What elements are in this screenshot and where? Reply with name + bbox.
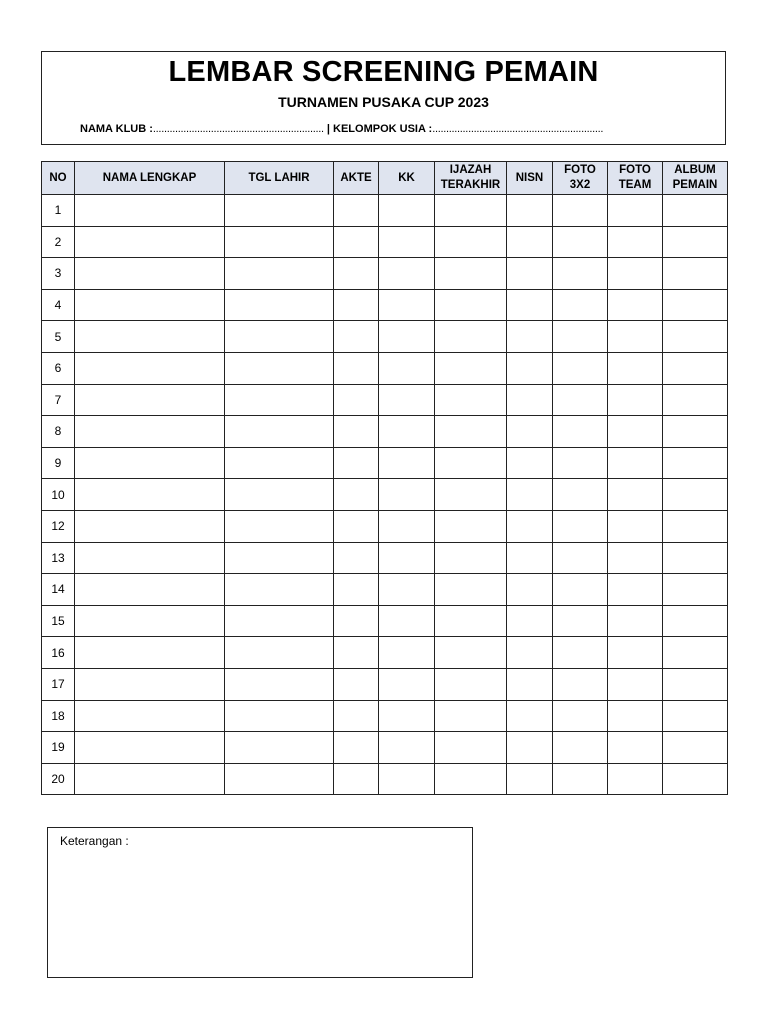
cell-kk[interactable] (379, 447, 435, 479)
cell-album[interactable] (663, 289, 728, 321)
cell-album[interactable] (663, 226, 728, 258)
cell-akte[interactable] (334, 416, 379, 448)
cell-kk[interactable] (379, 226, 435, 258)
cell-nisn[interactable] (507, 195, 553, 227)
age-group-label: KELOMPOK USIA : (333, 123, 433, 135)
cell-nisn[interactable] (507, 352, 553, 384)
cell-fototeam[interactable] (608, 542, 663, 574)
table-row (42, 447, 728, 479)
cell-ijazah[interactable] (435, 732, 507, 764)
cell-ijazah[interactable] (435, 289, 507, 321)
cell-nama[interactable] (75, 605, 225, 637)
cell-foto3x2[interactable] (553, 510, 608, 542)
cell-akte[interactable] (334, 668, 379, 700)
notes-label: Keterangan : (60, 834, 129, 848)
cell-akte[interactable] (334, 510, 379, 542)
cell-nisn[interactable] (507, 321, 553, 353)
column-header-nama (75, 162, 225, 195)
column-header-akte (334, 162, 379, 195)
cell-ijazah[interactable] (435, 763, 507, 795)
cell-kk[interactable] (379, 605, 435, 637)
cell-ijazah[interactable] (435, 416, 507, 448)
cell-akte[interactable] (334, 637, 379, 669)
table-row (42, 763, 728, 795)
cell-nisn[interactable] (507, 542, 553, 574)
header-box (41, 51, 726, 145)
cell-kk[interactable] (379, 510, 435, 542)
cell-album[interactable] (663, 668, 728, 700)
column-header-text: 3X2 (569, 179, 591, 191)
cell-ijazah[interactable] (435, 700, 507, 732)
separator: | (323, 123, 334, 135)
cell-nama[interactable] (75, 574, 225, 606)
cell-ijazah[interactable] (435, 542, 507, 574)
column-header-foto3x2 (553, 162, 608, 195)
table-row (42, 416, 728, 448)
cell-foto3x2[interactable] (553, 447, 608, 479)
cell-fototeam[interactable] (608, 732, 663, 764)
cell-nama[interactable] (75, 732, 225, 764)
cell-foto3x2[interactable] (553, 352, 608, 384)
cell-album[interactable] (663, 574, 728, 606)
column-header-nisn (507, 162, 553, 195)
column-header-text: FOTO (564, 164, 596, 176)
cell-album[interactable] (663, 732, 728, 764)
cell-kk[interactable] (379, 384, 435, 416)
cell-nisn[interactable] (507, 258, 553, 290)
cell-nisn[interactable] (507, 289, 553, 321)
cell-kk[interactable] (379, 352, 435, 384)
row-number-cell: 6 (42, 352, 75, 384)
cell-tgl[interactable] (225, 700, 334, 732)
cell-foto3x2[interactable] (553, 384, 608, 416)
cell-foto3x2[interactable] (553, 574, 608, 606)
cell-tgl[interactable] (225, 258, 334, 290)
cell-tgl[interactable] (225, 289, 334, 321)
table-row (42, 637, 728, 669)
cell-akte[interactable] (334, 289, 379, 321)
cell-kk[interactable] (379, 637, 435, 669)
cell-foto3x2[interactable] (553, 668, 608, 700)
column-header-text: AKTE (340, 171, 372, 184)
cell-ijazah[interactable] (435, 605, 507, 637)
cell-akte[interactable] (334, 226, 379, 258)
column-header-text: TEAM (618, 179, 652, 191)
table-row (42, 226, 728, 258)
cell-nama[interactable] (75, 479, 225, 511)
cell-nama[interactable] (75, 700, 225, 732)
row-number-cell: 14 (42, 574, 75, 606)
cell-foto3x2[interactable] (553, 637, 608, 669)
cell-ijazah[interactable] (435, 226, 507, 258)
cell-fototeam[interactable] (608, 763, 663, 795)
table-row (42, 542, 728, 574)
cell-album[interactable] (663, 258, 728, 290)
column-header-text: NISN (515, 171, 544, 184)
column-header-text: KK (398, 171, 415, 184)
cell-kk[interactable] (379, 289, 435, 321)
table-row (42, 668, 728, 700)
cell-akte[interactable] (334, 321, 379, 353)
cell-kk[interactable] (379, 416, 435, 448)
cell-kk[interactable] (379, 321, 435, 353)
column-header-text: TERAKHIR (440, 179, 501, 191)
cell-nama[interactable] (75, 384, 225, 416)
cell-kk[interactable] (379, 668, 435, 700)
cell-nisn[interactable] (507, 637, 553, 669)
table-row (42, 352, 728, 384)
cell-fototeam[interactable] (608, 226, 663, 258)
column-header-ijazah (435, 162, 507, 195)
cell-album[interactable] (663, 195, 728, 227)
table-row (42, 574, 728, 606)
cell-nama[interactable] (75, 447, 225, 479)
cell-foto3x2[interactable] (553, 226, 608, 258)
cell-tgl[interactable] (225, 321, 334, 353)
cell-fototeam[interactable] (608, 605, 663, 637)
cell-akte[interactable] (334, 479, 379, 511)
row-number-cell: 4 (42, 289, 75, 321)
cell-ijazah[interactable] (435, 510, 507, 542)
age-group-field[interactable]: .............................................................. (432, 123, 604, 135)
table-row (42, 195, 728, 227)
cell-nama[interactable] (75, 195, 225, 227)
cell-tgl[interactable] (225, 542, 334, 574)
column-header-kk (379, 162, 435, 195)
table-row (42, 605, 728, 637)
row-number-cell: 3 (42, 258, 75, 290)
cell-nama[interactable] (75, 668, 225, 700)
cell-kk[interactable] (379, 258, 435, 290)
cell-foto3x2[interactable] (553, 416, 608, 448)
table-row (42, 384, 728, 416)
cell-nama[interactable] (75, 258, 225, 290)
cell-akte[interactable] (334, 542, 379, 574)
cell-tgl[interactable] (225, 605, 334, 637)
cell-nama[interactable] (75, 289, 225, 321)
column-header-text: TGL LAHIR (248, 171, 310, 184)
column-header-tgl (225, 162, 334, 195)
club-field[interactable]: .............................................................. (152, 123, 324, 135)
cell-kk[interactable] (379, 479, 435, 511)
cell-tgl[interactable] (225, 226, 334, 258)
cell-nisn[interactable] (507, 416, 553, 448)
cell-album[interactable] (663, 479, 728, 511)
cell-nama[interactable] (75, 637, 225, 669)
cell-fototeam[interactable] (608, 700, 663, 732)
cell-akte[interactable] (334, 258, 379, 290)
column-header-text: NO (49, 171, 67, 184)
row-number-cell: 18 (42, 700, 75, 732)
club-label: NAMA KLUB : (80, 123, 153, 135)
cell-nisn[interactable] (507, 605, 553, 637)
cell-foto3x2[interactable] (553, 700, 608, 732)
column-header-text: IJAZAH (449, 164, 492, 176)
cell-album[interactable] (663, 447, 728, 479)
cell-tgl[interactable] (225, 637, 334, 669)
cell-kk[interactable] (379, 732, 435, 764)
cell-ijazah[interactable] (435, 321, 507, 353)
cell-ijazah[interactable] (435, 258, 507, 290)
club-age-line (80, 123, 603, 135)
player-screening-table (41, 161, 728, 795)
cell-foto3x2[interactable] (553, 321, 608, 353)
row-number-cell: 8 (42, 416, 75, 448)
cell-nisn[interactable] (507, 668, 553, 700)
cell-ijazah[interactable] (435, 574, 507, 606)
notes-box[interactable] (47, 827, 473, 978)
row-number-cell: 16 (42, 637, 75, 669)
cell-foto3x2[interactable] (553, 605, 608, 637)
cell-nama[interactable] (75, 416, 225, 448)
table-header-row (42, 162, 728, 195)
column-header-text: PEMAIN (672, 179, 718, 191)
cell-album[interactable] (663, 384, 728, 416)
cell-nama[interactable] (75, 542, 225, 574)
row-number-cell: 17 (42, 668, 75, 700)
cell-tgl[interactable] (225, 763, 334, 795)
cell-akte[interactable] (334, 352, 379, 384)
cell-kk[interactable] (379, 574, 435, 606)
cell-nama[interactable] (75, 226, 225, 258)
cell-tgl[interactable] (225, 416, 334, 448)
cell-foto3x2[interactable] (553, 732, 608, 764)
cell-akte[interactable] (334, 195, 379, 227)
cell-album[interactable] (663, 542, 728, 574)
cell-fototeam[interactable] (608, 447, 663, 479)
cell-nisn[interactable] (507, 574, 553, 606)
cell-ijazah[interactable] (435, 195, 507, 227)
cell-akte[interactable] (334, 447, 379, 479)
table-row (42, 732, 728, 764)
cell-kk[interactable] (379, 700, 435, 732)
row-number-cell: 19 (42, 732, 75, 764)
cell-foto3x2[interactable] (553, 763, 608, 795)
row-number-cell: 12 (42, 510, 75, 542)
column-header-fototeam (608, 162, 663, 195)
cell-fototeam[interactable] (608, 668, 663, 700)
table-row (42, 321, 728, 353)
cell-kk[interactable] (379, 763, 435, 795)
cell-album[interactable] (663, 510, 728, 542)
row-number-cell: 2 (42, 226, 75, 258)
cell-akte[interactable] (334, 605, 379, 637)
cell-ijazah[interactable] (435, 352, 507, 384)
row-number-cell: 1 (42, 195, 75, 227)
row-number-cell: 15 (42, 605, 75, 637)
cell-fototeam[interactable] (608, 289, 663, 321)
cell-fototeam[interactable] (608, 574, 663, 606)
cell-tgl[interactable] (225, 732, 334, 764)
cell-foto3x2[interactable] (553, 479, 608, 511)
cell-nisn[interactable] (507, 700, 553, 732)
cell-nisn[interactable] (507, 479, 553, 511)
cell-ijazah[interactable] (435, 384, 507, 416)
column-header-text: NAMA LENGKAP (102, 171, 197, 184)
cell-ijazah[interactable] (435, 447, 507, 479)
cell-kk[interactable] (379, 195, 435, 227)
cell-akte[interactable] (334, 732, 379, 764)
cell-nisn[interactable] (507, 763, 553, 795)
cell-album[interactable] (663, 700, 728, 732)
cell-ijazah[interactable] (435, 479, 507, 511)
cell-kk[interactable] (379, 542, 435, 574)
cell-foto3x2[interactable] (553, 289, 608, 321)
cell-fototeam[interactable] (608, 384, 663, 416)
cell-tgl[interactable] (225, 352, 334, 384)
cell-nama[interactable] (75, 510, 225, 542)
cell-fototeam[interactable] (608, 352, 663, 384)
cell-fototeam[interactable] (608, 195, 663, 227)
cell-foto3x2[interactable] (553, 542, 608, 574)
cell-tgl[interactable] (225, 574, 334, 606)
table-row (42, 700, 728, 732)
row-number-cell: 13 (42, 542, 75, 574)
cell-tgl[interactable] (225, 668, 334, 700)
table-row (42, 510, 728, 542)
cell-fototeam[interactable] (608, 479, 663, 511)
cell-album[interactable] (663, 637, 728, 669)
cell-akte[interactable] (334, 384, 379, 416)
cell-fototeam[interactable] (608, 258, 663, 290)
column-header-no (42, 162, 75, 195)
cell-fototeam[interactable] (608, 321, 663, 353)
cell-ijazah[interactable] (435, 668, 507, 700)
cell-nisn[interactable] (507, 447, 553, 479)
row-number-cell: 10 (42, 479, 75, 511)
row-number-cell: 9 (42, 447, 75, 479)
row-number-cell: 7 (42, 384, 75, 416)
cell-nisn[interactable] (507, 732, 553, 764)
page-title: LEMBAR SCREENING PEMAIN (168, 56, 599, 88)
cell-nisn[interactable] (507, 384, 553, 416)
table-row (42, 479, 728, 511)
cell-foto3x2[interactable] (553, 195, 608, 227)
cell-fototeam[interactable] (608, 637, 663, 669)
cell-fototeam[interactable] (608, 416, 663, 448)
cell-album[interactable] (663, 416, 728, 448)
cell-nisn[interactable] (507, 226, 553, 258)
row-number-cell: 5 (42, 321, 75, 353)
cell-tgl[interactable] (225, 195, 334, 227)
cell-tgl[interactable] (225, 510, 334, 542)
cell-akte[interactable] (334, 700, 379, 732)
cell-fototeam[interactable] (608, 510, 663, 542)
page-subtitle: TURNAMEN PUSAKA CUP 2023 (278, 94, 489, 110)
cell-tgl[interactable] (225, 447, 334, 479)
table-row (42, 258, 728, 290)
cell-nisn[interactable] (507, 510, 553, 542)
cell-album[interactable] (663, 321, 728, 353)
column-header-album (663, 162, 728, 195)
cell-album[interactable] (663, 605, 728, 637)
column-header-text: ALBUM (674, 164, 716, 176)
cell-nama[interactable] (75, 321, 225, 353)
cell-akte[interactable] (334, 574, 379, 606)
cell-tgl[interactable] (225, 384, 334, 416)
column-header-text: FOTO (619, 164, 651, 176)
cell-foto3x2[interactable] (553, 258, 608, 290)
cell-tgl[interactable] (225, 479, 334, 511)
cell-nama[interactable] (75, 352, 225, 384)
cell-album[interactable] (663, 763, 728, 795)
table-body (42, 195, 728, 795)
cell-akte[interactable] (334, 763, 379, 795)
row-number-cell: 20 (42, 763, 75, 795)
cell-ijazah[interactable] (435, 637, 507, 669)
table-row (42, 289, 728, 321)
cell-album[interactable] (663, 352, 728, 384)
cell-nama[interactable] (75, 763, 225, 795)
